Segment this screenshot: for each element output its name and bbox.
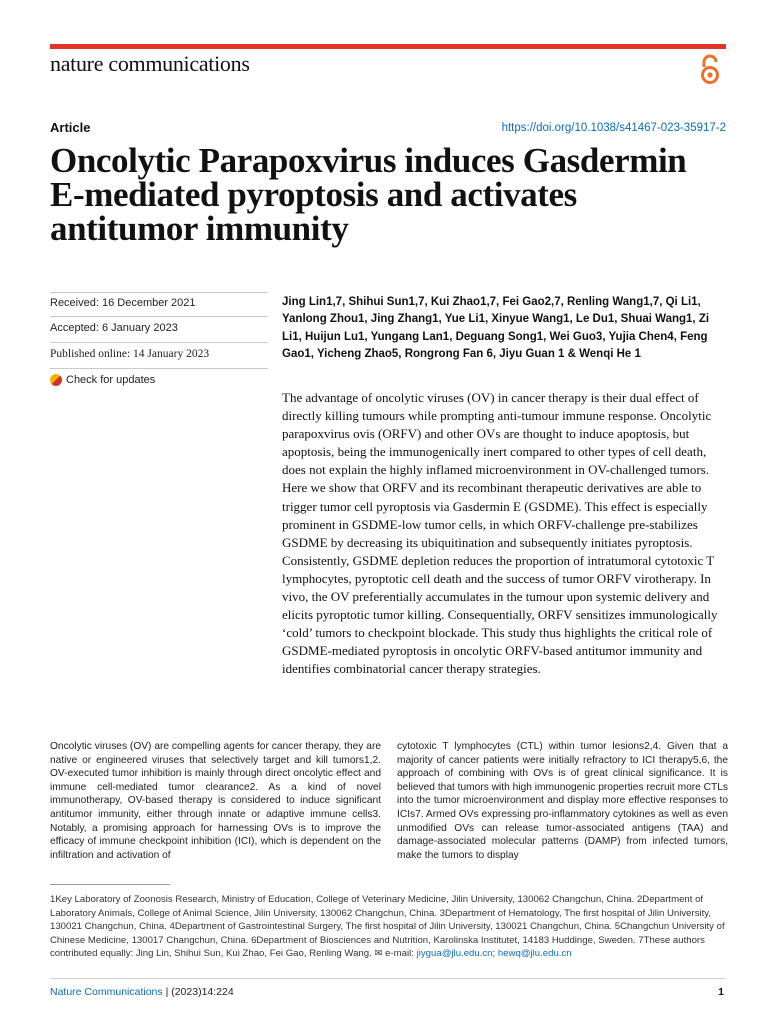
- check-updates-label: Check for updates: [66, 374, 156, 386]
- footer-volume: (2023)14:224: [171, 986, 234, 998]
- meta-divider: [50, 292, 268, 293]
- journal-accent-bar: [50, 44, 726, 49]
- check-updates-button[interactable]: [50, 374, 155, 386]
- email-link-1[interactable]: jiygua@jlu.edu.cn: [416, 948, 493, 960]
- check-updates-icon: [50, 374, 62, 386]
- footnote-divider: [50, 884, 170, 885]
- affiliations-footnote: 1Key Laboratory of Zoonosis Research, Ministry of Education, College of Veterinary Medicine, Jilin University, 130062 Changchun, China. 2Department of Laboratory Animals, College of Animal Science, Jilin University, 130062 Changchun, China. 3Department of Hematology, The first hospital of Jilin University, 130021 Changchun, China. 4Department of Gastrointestinal Surgery, The first hospital of Jilin University, 130021 Changchun, China. 5Changchun University of Chinese Medicine, 130017 Changchun, China. 6Department of Biosciences and Nutrition, Karolinska Institutet, 14183 Huddinge, Sweden. 7These authors contributed equally: Jing Lin, Shihui Sun, Kui Zhao, Fei Gao, Renling Wang. ✉ e-mail: jiygua@jlu.edu.cn; hewq@jlu.edu.cn: [50, 894, 725, 960]
- meta-divider: [50, 316, 268, 317]
- page-number: 1: [718, 986, 724, 998]
- accepted-date: Accepted: 6 January 2023: [50, 322, 178, 334]
- published-date: Published online: 14 January 2023: [50, 348, 210, 360]
- email-link-2[interactable]: hewq@jlu.edu.cn: [497, 948, 572, 960]
- meta-divider: [50, 342, 268, 343]
- title-line: antitumor immunity: [50, 209, 349, 248]
- open-access-icon[interactable]: [698, 54, 722, 86]
- title-line: E-mediated pyroptosis and activates: [50, 175, 577, 214]
- title-line: Oncolytic Parapoxvirus induces Gasdermin: [50, 141, 687, 180]
- doi-link[interactable]: https://doi.org/10.1038/s41467-023-35917-2: [501, 122, 726, 134]
- article-title: [50, 141, 740, 248]
- footer-journal[interactable]: Nature Communications: [50, 986, 163, 998]
- footer-citation: [50, 986, 234, 998]
- footer-divider: [50, 978, 726, 979]
- received-date: Received: 16 December 2021: [50, 297, 196, 309]
- affiliations-text: 1Key Laboratory of Zoonosis Research, Ministry of Education, College of Veterinary Medicine, Jilin University, 130062 Changchun, China. 2Department of Laboratory Animals, College of Animal Science, Jilin University, 130062 Changchun, China. 3Department of Hematology, The first hospital of Jilin University, 130021 Changchun, China. 4Department of Gastrointestinal Surgery, The first hospital of Jilin University, 130021 Changchun, China. 5Changchun University of Chinese Medicine, 130017 Changchun, China. 6Department of Biosciences and Nutrition, Karolinska Institutet, 14183 Huddinge, Sweden. 7These authors contributed equally: Jing Lin, Shihui Sun, Kui Zhao, Fei Gao, Renling Wang.: [50, 894, 725, 960]
- body-column-2: cytotoxic T lymphocytes (CTL) within tumor lesions2,4. Given that a majority of cancer patients were initially refractory to ICI therapy5,6, the approach of combining with OVs is of great clinical significance. It is believed that tumors with high immunogenic properties recruit more CTLs into the tumor microenvironment and display more effective responses to ICIs7. Armed OVs expressing pro-inflammatory cytokines as well as even unmodified OVs can release tumor-associated antigens (TAA) and damage-associated molecular patterns (DAMP) from infected tumors, make the tumors to display: [397, 741, 728, 861]
- footer-separator: |: [165, 986, 172, 998]
- body-column-1: Oncolytic viruses (OV) are compelling agents for cancer therapy, they are native or engineered viruses that selectively target and kill tumors1,2. OV-executed tumor inhibition is mainly through direct oncolytic effect and immune cell-mediated tumor clearance2. As a kind of novel immunotherapy, OV-based therapy is considered to induce significant antitumor immunity, either through innate or adaptive immune cells3. Notably, a promising approach for harnessing OVs is to improve the efficacy of immune checkpoint inhibition (ICI), which is dependent on the infiltration and activation of: [50, 741, 381, 861]
- article-type: Article: [50, 120, 91, 135]
- email-icon: ✉: [374, 948, 383, 960]
- journal-name: nature communications: [50, 51, 250, 76]
- email-label: e-mail:: [385, 948, 414, 960]
- author-list: Jing Lin1,7, Shihui Sun1,7, Kui Zhao1,7, Fei Gao2,7, Renling Wang1,7, Qi Li1, Yanlong Zhou1, Jing Zhang1, Yue Li1, Xinyue Wang1, Le Du1, Shuai Wang1, Zi Li1, Huijun Lu1, Yungang Lan1, Deguang Song1, Wei Guo3, Yujia Chen4, Feng Gao1, Yicheng Zhao5, Rongrong Fan 6, Jiyu Guan 1 & Wenqi He 1: [282, 296, 710, 360]
- abstract: The advantage of oncolytic viruses (OV) in cancer therapy is their dual effect of directly killing tumours while prompting anti-tumour immune response. Oncolytic parapoxvirus ovis (ORFV) and other OVs are thought to induce apoptosis, but apoptosis, being the immunogenically inert compared to other types of cell death, does not explain the highly inflamed microenvironment in OV-challenged tumors. Here we show that ORFV and its recombinant therapeutic derivatives are able to trigger tumor cell pyroptosis via Gasdermin E (GSDME). This effect is especially prominent in GSDME-low tumor cells, in which ORFV-challenge pre-stabilizes GSDME by decreasing its ubiquitination and subsequently initiates pyroptosis. Consistently, GSDME depletion reduces the proportion of intratumoral cytotoxic T lymphocytes, pyroptotic cell death and the success of tumor ORFV virotherapy. In vivo, the OV preferentially accumulates in the tumour upon systemic delivery and elicits pyroptotic tumor killing. Consequentially, ORFV sensitizes immunologically ‘cold’ tumors to checkpoint blockade. This study thus highlights the critical role of GSDME-mediated pyroptosis in oncolytic ORFV-based antitumor immunity and identifies combinatorial cancer therapy strategies.: [282, 390, 718, 677]
- meta-divider: [50, 368, 268, 369]
